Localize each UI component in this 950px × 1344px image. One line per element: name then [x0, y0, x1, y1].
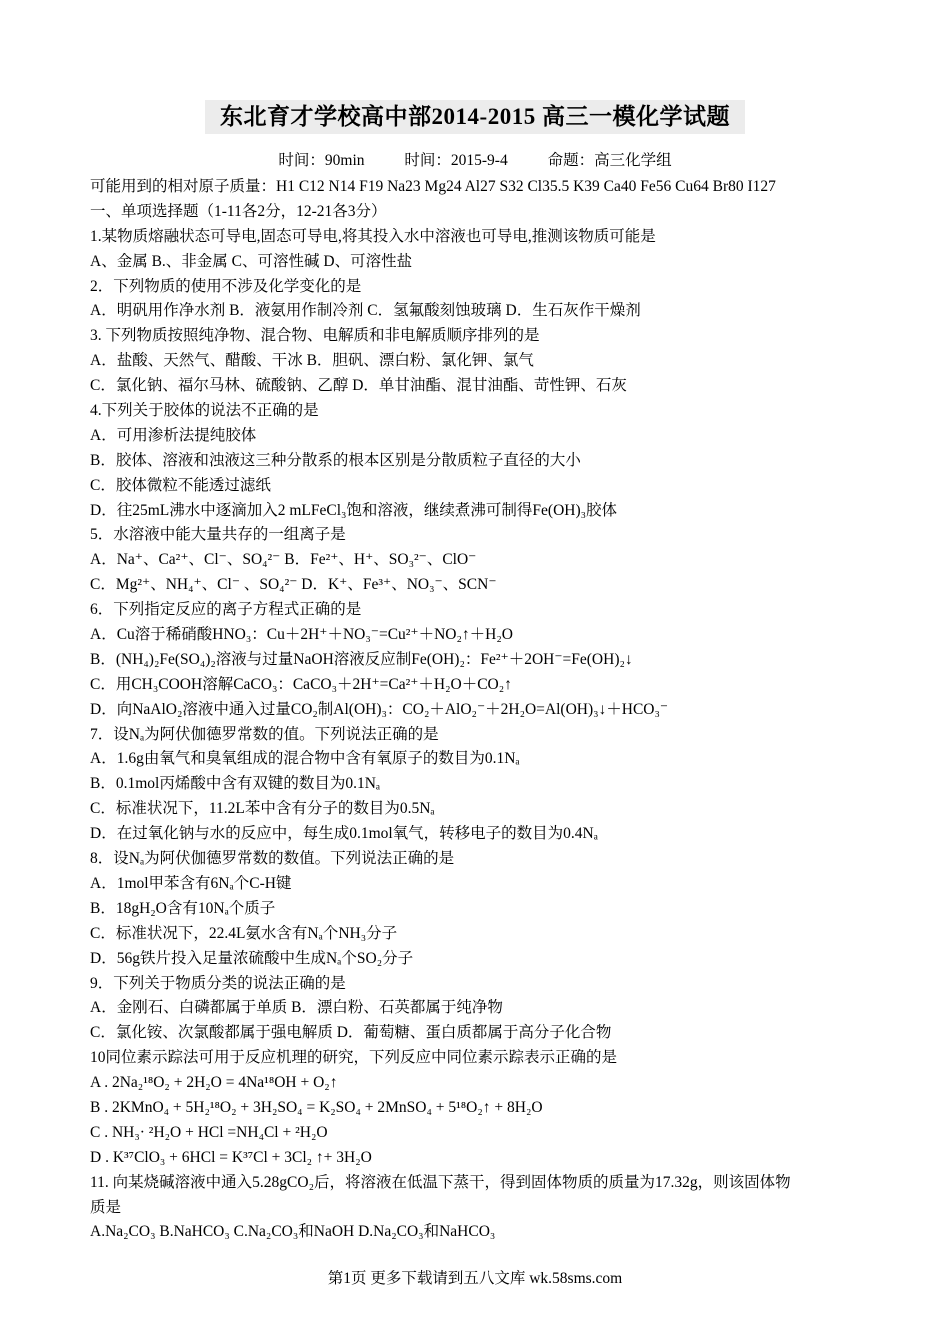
question-3-options-ab: A．盐酸、天然气、醋酸、干冰 B．胆矾、漂白粉、氯化钾、氯气: [90, 352, 534, 370]
question-10-option-a: A . 2Na₂¹⁸O₂ + 2H₂O = 4Na¹⁸OH + O₂↑: [90, 1074, 338, 1092]
question-7-option-d: D．在过氧化钠与水的反应中，每生成0.1mol氧气，转移电子的数目为0.4Nₐ: [90, 825, 598, 843]
question-5-options-cd: C．Mg²⁺、NH₄⁺、Cl⁻ 、SO₄²⁻ D．K⁺、Fe³⁺、NO₃⁻、SCN⁻: [90, 576, 497, 594]
page-footer: 第1页 更多下载请到五八文库 wk.58sms.com: [327, 1270, 623, 1287]
question-11-continued: 质是: [90, 1198, 122, 1216]
question-10-option-d: D . K³⁷ClO₃ + 6HCl = K³⁷Cl + 3Cl₂ ↑+ 3H₂O: [90, 1148, 372, 1166]
exam-meta: [0, 150, 950, 172]
atomic-mass-line: 可能用到的相对原子质量：H1 C12 N14 F19 Na23 Mg24 Al27 S32 Cl35.5 K39 Ca40 Fe56 Cu64 Br80 I127: [90, 178, 776, 195]
question-4-option-a: A．可用渗析法提纯胶体: [90, 426, 257, 444]
question-6-option-b: B．(NH₄)₂Fe(SO₄)₂溶液与过量NaOH溶液反应制Fe(OH)₂：Fe²⁺＋2OH⁻=Fe(OH)₂↓: [90, 650, 633, 668]
question-6-option-a: A．Cu溶于稀硝酸HNO₃：Cu＋2H⁺＋NO₃⁻=Cu²⁺＋NO₂↑＋H₂O: [90, 626, 513, 644]
question-7: 7．设Nₐ为阿伏伽德罗常数的值。下列说法正确的是: [90, 725, 439, 743]
question-8-option-c: C．标准状况下，22.4L氨水含有Nₐ个NH₃分子: [90, 924, 398, 942]
question-6-option-d: D．向NaAlO₂溶液中通入过量CO₂制Al(OH)₃：CO₂＋AlO₂⁻＋2H₂O=Al(OH)₃↓＋HCO₃⁻: [90, 700, 669, 718]
question-5-options-ab: A．Na⁺、Ca²⁺、Cl⁻、SO₄²⁻ B．Fe²⁺、H⁺、SO₃²⁻、ClO⁻: [90, 551, 477, 569]
exam-body: [90, 175, 870, 1245]
question-11-options: A.Na₂CO₃ B.NaHCO₃ C.Na₂CO₃和NaOH D.Na₂CO₃和NaHCO₃: [90, 1223, 496, 1241]
question-10: 10同位素示踪法可用于反应机理的研究，下列反应中同位素示踪表示正确的是: [90, 1049, 618, 1067]
question-7-option-a: A．1.6g由氧气和臭氧组成的混合物中含有氧原子的数目为0.1Nₐ: [90, 750, 520, 768]
question-8: 8．设Nₐ为阿伏伽德罗常数的数值。下列说法正确的是: [90, 850, 455, 868]
question-10-option-b: B . 2KMnO₄ + 5H₂¹⁸O₂ + 3H₂SO₄ = K₂SO₄ + 2MnSO₄ + 5¹⁸O₂↑ + 8H₂O: [90, 1098, 543, 1116]
question-9: 9．下列关于物质分类的说法正确的是: [90, 974, 346, 992]
question-8-option-d: D．56g铁片投入足量浓硫酸中生成Nₐ个SO₂分子: [90, 949, 414, 967]
question-9-options-cd: C．氯化铵、次氯酸都属于强电解质 D．葡萄糖、蛋白质都属于高分子化合物: [90, 1024, 612, 1042]
question-3: 3. 下列物质按照纯净物、混合物、电解质和非电解质顺序排列的是: [90, 327, 540, 345]
question-10-option-c: C . NH₃· ²H₂O + HCl =NH₄Cl + ²H₂O: [90, 1123, 328, 1141]
exam-duration: 时间：90min: [278, 152, 365, 169]
exam-date: 时间：2015-9-4: [404, 152, 508, 169]
section-heading: 一、单项选择题（1-11各2分，12-21各3分）: [90, 202, 387, 220]
question-5: 5．水溶液中能大量共存的一组离子是: [90, 526, 346, 544]
question-11: 11. 向某烧碱溶液中通入5.28gCO₂后，将溶液在低温下蒸干，得到固体物质的质量为17.32g，则该固体物: [90, 1173, 791, 1191]
question-1: 1.某物质熔融状态可导电,固态可导电,将其投入水中溶液也可导电,推测该物质可能是: [90, 227, 656, 245]
question-4: 4.下列关于胶体的说法不正确的是: [90, 402, 319, 420]
question-1-options: A、金属 B.、非金属 C、可溶性碱 D、可溶性盐: [90, 252, 413, 270]
question-4-option-d: D．往25mL沸水中逐滴加入2 mLFeCl₃饱和溶液，继续煮沸可制得Fe(OH)₃胶体: [90, 501, 618, 519]
question-3-options-cd: C．氯化钠、福尔马林、硫酸钠、乙醇 D．单甘油酯、混甘油酯、苛性钾、石灰: [90, 377, 627, 395]
question-7-option-c: C．标准状况下，11.2L苯中含有分子的数目为0.5Nₐ: [90, 800, 435, 818]
question-9-options-ab: A．金刚石、白磷都属于单质 B．漂白粉、石英都属于纯净物: [90, 999, 503, 1017]
page-title: 东北育才学校高中部2014-2015 高三一模化学试题: [205, 100, 745, 134]
question-8-option-a: A．1mol甲苯含有6Nₐ个C-H键: [90, 874, 292, 892]
question-2: 2．下列物质的使用不涉及化学变化的是: [90, 277, 362, 295]
question-4-option-c: C．胶体微粒不能透过滤纸: [90, 476, 271, 494]
question-7-option-b: B．0.1mol丙烯酸中含有双键的数目为0.1Nₐ: [90, 775, 381, 793]
question-8-option-b: B．18gH₂O含有10Nₐ个质子: [90, 899, 276, 917]
exam-author: 命题：高三化学组: [547, 152, 672, 169]
question-6: 6．下列指定反应的离子方程式正确的是: [90, 601, 362, 619]
question-6-option-c: C．用CH₃COOH溶解CaCO₃：CaCO₃＋2H⁺=Ca²⁺＋H₂O＋CO₂↑: [90, 675, 512, 693]
question-2-options: A．明矾用作净水剂 B．液氨用作制冷剂 C．氢氟酸刻蚀玻璃 D．生石灰作干燥剂: [90, 302, 641, 320]
question-4-option-b: B．胶体、溶液和浊液这三种分散系的根本区别是分散质粒子直径的大小: [90, 451, 581, 469]
